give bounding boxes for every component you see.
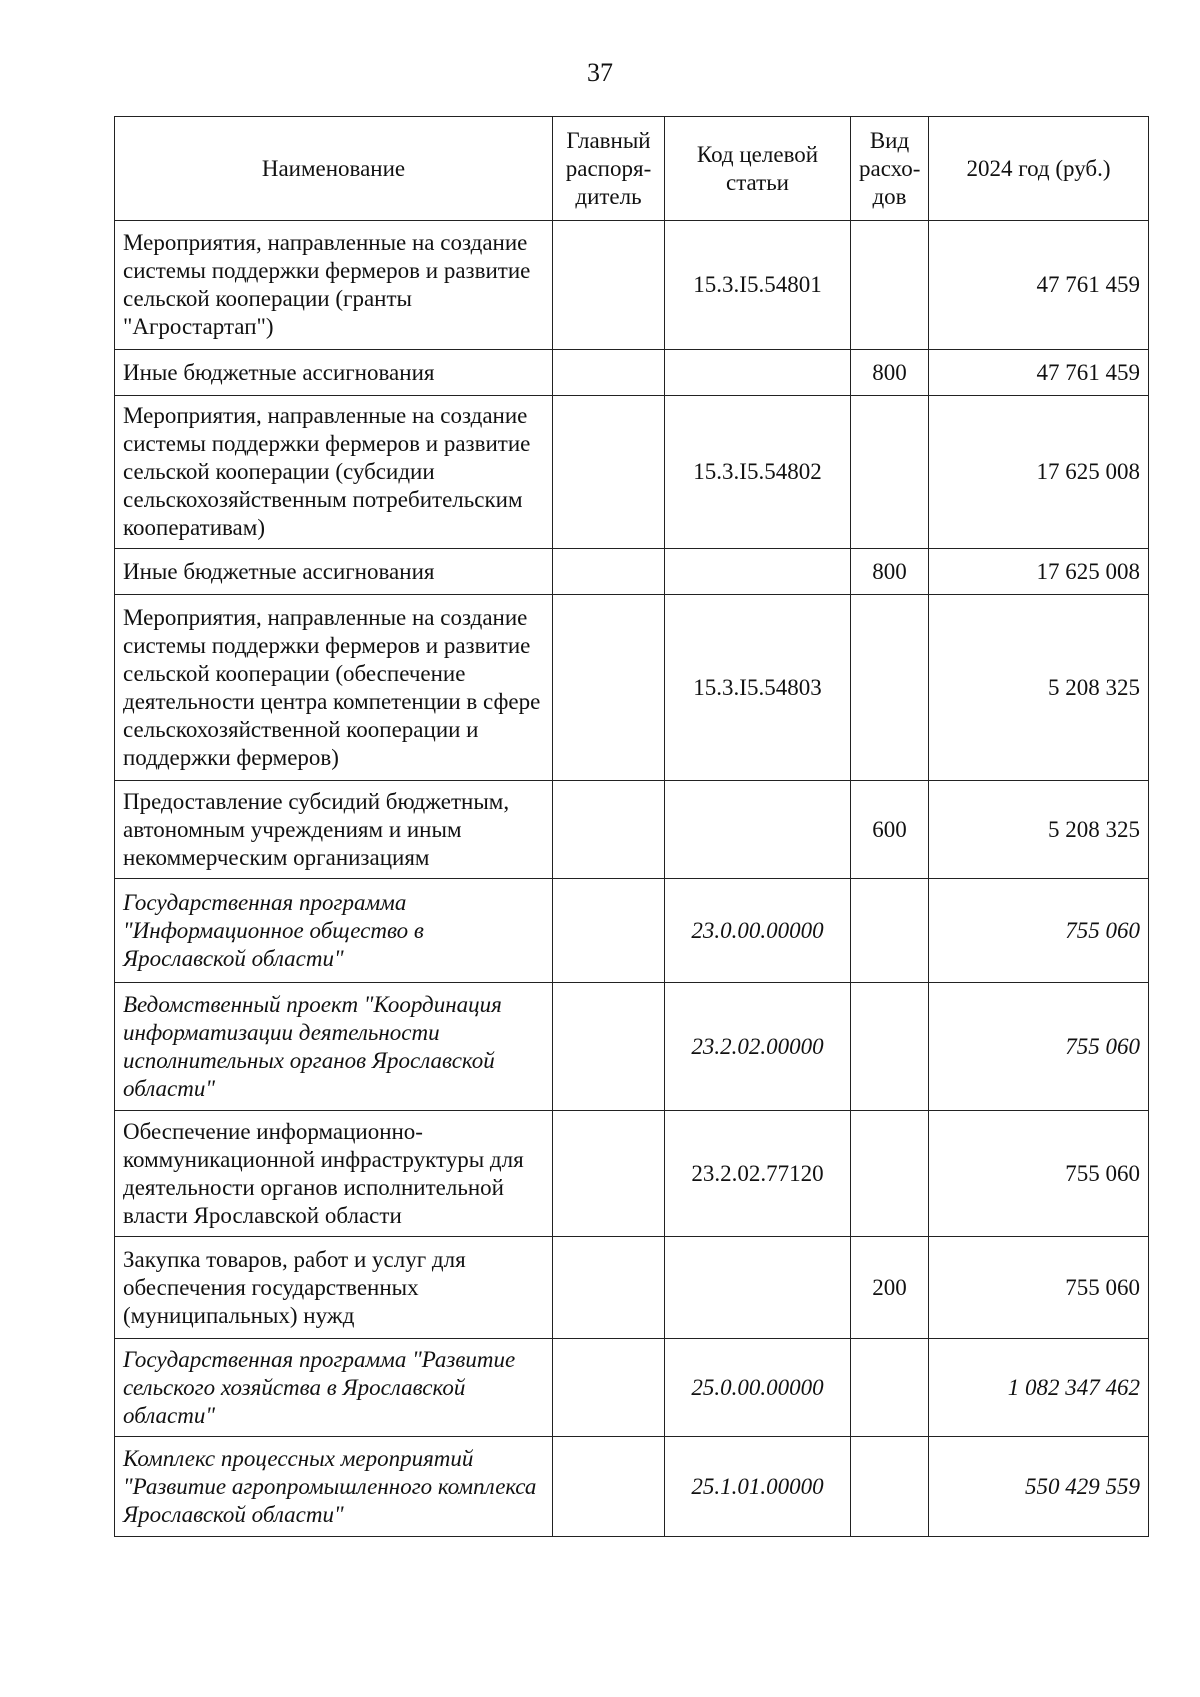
page-number: 37 xyxy=(587,58,613,87)
row-target-code: 25.0.00.00000 xyxy=(665,1339,851,1437)
row-name: Мероприятия, направленные на создание системы поддержки фермеров и развитие сельской кооперации (субсидии сельскохозяйственным потребительским кооперативам) xyxy=(115,396,553,549)
budget-table xyxy=(114,116,1149,1537)
row-target-code xyxy=(665,781,851,879)
row-main-manager xyxy=(553,1437,665,1537)
row-name: Государственная программа "Развитие сельского хозяйства в Ярославской области" xyxy=(115,1339,553,1437)
row-amount: 17 625 008 xyxy=(929,549,1149,595)
row-main-manager xyxy=(553,1111,665,1237)
row-expense-type: 200 xyxy=(851,1237,929,1339)
row-name: Мероприятия, направленные на создание системы поддержки фермеров и развитие сельской кооперации (обеспечение деятельности центра компетенции в сфере сельскохозяйственной кооперации и поддержки фермеров) xyxy=(115,595,553,781)
row-name: Комплекс процессных мероприятий "Развитие агропромышленного комплекса Ярославской области" xyxy=(115,1437,553,1537)
row-target-code xyxy=(665,350,851,396)
row-main-manager xyxy=(553,879,665,983)
row-amount: 47 761 459 xyxy=(929,350,1149,396)
row-amount: 5 208 325 xyxy=(929,781,1149,879)
row-expense-type xyxy=(851,879,929,983)
row-expense-type xyxy=(851,221,929,350)
header-name: Наименование xyxy=(115,117,553,221)
row-name: Иные бюджетные ассигнования xyxy=(115,350,553,396)
table-row xyxy=(115,221,1149,350)
header-year-2024: 2024 год (руб.) xyxy=(929,117,1149,221)
row-expense-type: 800 xyxy=(851,350,929,396)
row-expense-type xyxy=(851,396,929,549)
header-expense-type: Вид расхо-дов xyxy=(851,117,929,221)
row-main-manager xyxy=(553,350,665,396)
table-row xyxy=(115,1437,1149,1537)
row-amount: 1 082 347 462 xyxy=(929,1339,1149,1437)
row-amount: 47 761 459 xyxy=(929,221,1149,350)
row-expense-type xyxy=(851,1111,929,1237)
row-main-manager xyxy=(553,781,665,879)
row-main-manager xyxy=(553,983,665,1111)
row-name: Обеспечение информационно-коммуникационной инфраструктуры для деятельности органов исполнительной власти Ярославской области xyxy=(115,1111,553,1237)
row-main-manager xyxy=(553,1237,665,1339)
table-row xyxy=(115,549,1149,595)
row-expense-type: 800 xyxy=(851,549,929,595)
row-name: Закупка товаров, работ и услуг для обеспечения государственных (муниципальных) нужд xyxy=(115,1237,553,1339)
table-row xyxy=(115,1339,1149,1437)
table-row xyxy=(115,983,1149,1111)
row-name: Мероприятия, направленные на создание системы поддержки фермеров и развитие сельской кооперации (гранты "Агростартап") xyxy=(115,221,553,350)
row-main-manager xyxy=(553,549,665,595)
row-amount: 755 060 xyxy=(929,1111,1149,1237)
row-amount: 5 208 325 xyxy=(929,595,1149,781)
row-target-code: 15.3.I5.54803 xyxy=(665,595,851,781)
row-name: Иные бюджетные ассигнования xyxy=(115,549,553,595)
row-expense-type xyxy=(851,595,929,781)
row-main-manager xyxy=(553,396,665,549)
row-expense-type xyxy=(851,1339,929,1437)
table-row xyxy=(115,396,1149,549)
row-target-code xyxy=(665,1237,851,1339)
row-name: Государственная программа "Информационное общество в Ярославской области" xyxy=(115,879,553,983)
table-row xyxy=(115,595,1149,781)
header-target-code: Код целевой статьи xyxy=(665,117,851,221)
row-main-manager xyxy=(553,221,665,350)
table-row xyxy=(115,781,1149,879)
row-target-code xyxy=(665,549,851,595)
row-target-code: 23.0.00.00000 xyxy=(665,879,851,983)
row-amount: 755 060 xyxy=(929,879,1149,983)
table-body xyxy=(115,221,1149,1537)
header-main-manager: Главный распоря-дитель xyxy=(553,117,665,221)
row-expense-type xyxy=(851,983,929,1111)
row-expense-type: 600 xyxy=(851,781,929,879)
table-row xyxy=(115,350,1149,396)
row-amount: 755 060 xyxy=(929,1237,1149,1339)
row-name: Предоставление субсидий бюджетным, автономным учреждениям и иным некоммерческим организациям xyxy=(115,781,553,879)
row-name: Ведомственный проект "Координация информатизации деятельности исполнительных органов Ярославской области" xyxy=(115,983,553,1111)
table-header-row xyxy=(115,117,1149,221)
row-amount: 550 429 559 xyxy=(929,1437,1149,1537)
row-amount: 755 060 xyxy=(929,983,1149,1111)
row-target-code: 15.3.I5.54802 xyxy=(665,396,851,549)
row-main-manager xyxy=(553,595,665,781)
row-target-code: 25.1.01.00000 xyxy=(665,1437,851,1537)
table-row xyxy=(115,879,1149,983)
table-row xyxy=(115,1111,1149,1237)
table-row xyxy=(115,1237,1149,1339)
row-amount: 17 625 008 xyxy=(929,396,1149,549)
row-target-code: 23.2.02.77120 xyxy=(665,1111,851,1237)
row-main-manager xyxy=(553,1339,665,1437)
row-target-code: 15.3.I5.54801 xyxy=(665,221,851,350)
row-target-code: 23.2.02.00000 xyxy=(665,983,851,1111)
row-expense-type xyxy=(851,1437,929,1537)
